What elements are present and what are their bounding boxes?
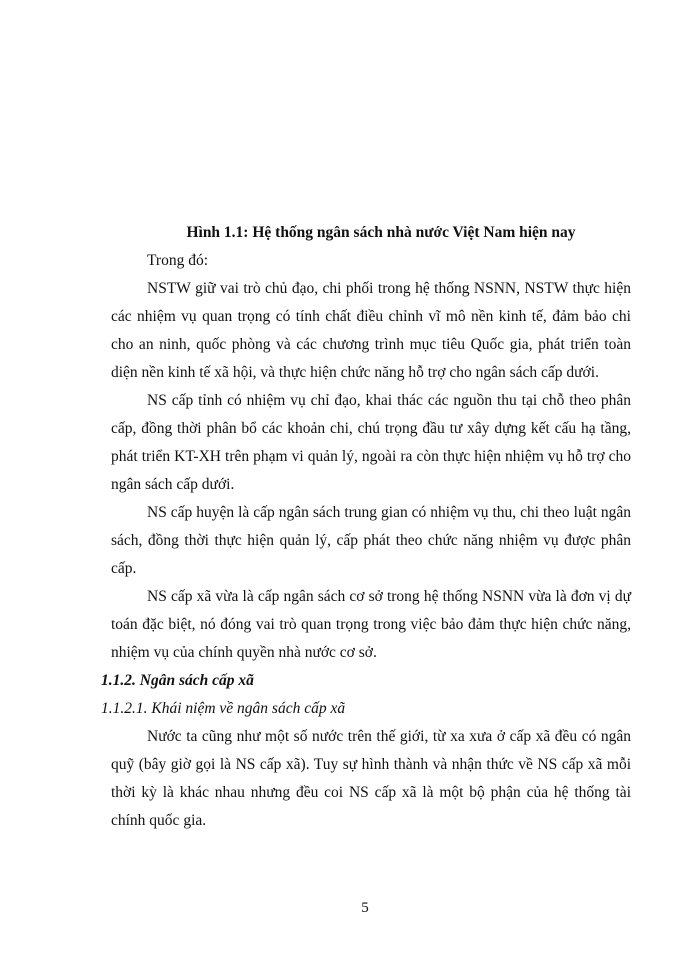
paragraph-provincial: NS cấp tỉnh có nhiệm vụ chỉ đạo, khai thác các nguồn thu tại chỗ theo phân cấp, đồng thời phân bổ các khoản chi, chú trọng đầu tư xây dựng kết cấu hạ tầng, phát triển KT-XH trên phạm vi quản lý, ngoài ra còn thực hiện nhiệm vụ hỗ trợ cho ngân sách cấp dưới. <box>111 392 631 493</box>
paragraph-nstw: NSTW giữ vai trò chủ đạo, chi phối trong hệ thống NSNN, NSTW thực hiện các nhiệm vụ quan trọng có tính chất điều chỉnh vĩ mô nền kinh tế, đảm bảo chi cho an ninh, quốc phòng và các chương trình mục tiêu Quốc gia, phát triển toàn diện nền kinh tế xã hội, và thực hiện chức năng hỗ trợ cho ngân sách cấp dưới. <box>111 280 631 381</box>
section-heading: 1.1.2. Ngân sách cấp xã <box>101 672 254 689</box>
paragraph-intro: Trong đó: <box>147 252 209 269</box>
paragraph-definition: Nước ta cũng như một số nước trên thế giới, từ xa xưa ở cấp xã đều có ngân quỹ (bây giờ gọi là NS cấp xã). Tuy sự hình thành và nhận thức về NS cấp xã mỗi thời kỳ là khác nhau nhưng đều coi NS cấp xã là một bộ phận của hệ thống tài chính quốc gia. <box>111 728 631 829</box>
paragraph-commune: NS cấp xã vừa là cấp ngân sách cơ sở trong hệ thống NSNN vừa là đơn vị dự toán đặc biệt, nó đóng vai trò quan trọng trong việc bảo đảm thực hiện chức năng, nhiệm vụ của chính quyền nhà nước cơ sở. <box>111 588 631 661</box>
paragraph-district: NS cấp huyện là cấp ngân sách trung gian có nhiệm vụ thu, chi theo luật ngân sách, đồng thời thực hiện quản lý, cấp phát theo chức năng nhiệm vụ được phân cấp. <box>111 504 631 577</box>
page-number: 5 <box>361 900 369 916</box>
figure-caption: Hình 1.1: Hệ thống ngân sách nhà nước Việt Nam hiện nay <box>186 224 576 241</box>
body-text <box>101 219 631 835</box>
subsection-heading: 1.1.2.1. Khái niệm về ngân sách cấp xã <box>101 700 346 717</box>
